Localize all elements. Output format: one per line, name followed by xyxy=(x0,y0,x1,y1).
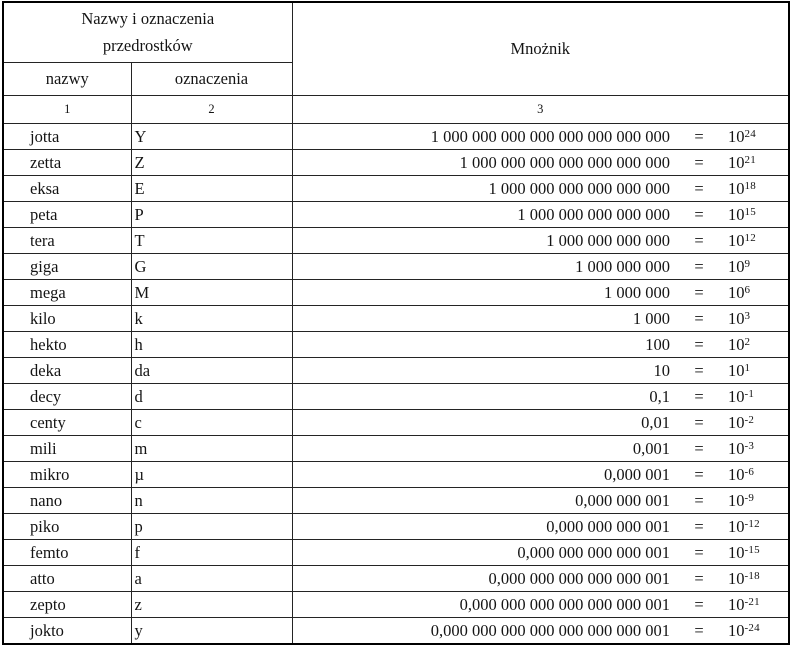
header-prefix-group-line1: Nazwy i oznaczenia xyxy=(81,9,215,29)
prefix-table-body xyxy=(3,124,789,645)
prefix-name-cell: mikro xyxy=(3,462,131,488)
equals-sign: = xyxy=(694,126,704,146)
power-exponent: 2 xyxy=(744,335,751,348)
table-row xyxy=(3,332,789,358)
multiplier-line xyxy=(293,387,789,407)
table-row xyxy=(3,384,789,410)
header-symbols: oznaczenia xyxy=(131,63,292,96)
prefix-symbol-cell: d xyxy=(131,384,292,410)
table-row xyxy=(3,488,789,514)
power-of-ten xyxy=(728,439,780,459)
power-of-ten xyxy=(728,257,780,277)
multiplier-line xyxy=(293,517,789,537)
power-exponent: 9 xyxy=(744,257,751,270)
multiplier-value: 1 000 000 xyxy=(604,282,670,302)
power-exponent: 6 xyxy=(744,283,751,296)
multiplier-line xyxy=(293,179,789,199)
prefix-name-cell: decy xyxy=(3,384,131,410)
prefix-name-cell: peta xyxy=(3,202,131,228)
power-of-ten xyxy=(728,153,780,173)
multiplier-cell xyxy=(292,202,789,228)
multiplier-line xyxy=(293,335,789,355)
prefix-symbol-cell: n xyxy=(131,488,292,514)
prefix-name-cell: eksa xyxy=(3,176,131,202)
multiplier-value: 0,000 000 001 xyxy=(575,490,670,510)
table-row xyxy=(3,306,789,332)
multiplier-cell xyxy=(292,254,789,280)
multiplier-line xyxy=(293,595,789,615)
multiplier-value: 0,000 000 000 000 000 000 000 001 xyxy=(430,620,670,640)
multiplier-cell xyxy=(292,566,789,592)
multiplier-value: 100 xyxy=(645,334,670,354)
equals-sign: = xyxy=(694,516,704,536)
power-exponent: -3 xyxy=(744,439,755,452)
table-row xyxy=(3,618,789,645)
equals-sign: = xyxy=(694,412,704,432)
power-exponent: -1 xyxy=(744,387,755,400)
power-base: 10 xyxy=(728,256,745,276)
multiplier-cell xyxy=(292,124,789,150)
table-row xyxy=(3,540,789,566)
power-exponent: 18 xyxy=(744,179,756,192)
header-prefix-group xyxy=(3,2,292,63)
multiplier-line xyxy=(293,439,789,459)
multiplier-cell xyxy=(292,618,789,645)
equals-sign: = xyxy=(694,568,704,588)
power-base: 10 xyxy=(728,308,745,328)
column-number-1: 1 xyxy=(3,96,131,124)
power-exponent: -24 xyxy=(744,621,760,634)
power-exponent: 21 xyxy=(744,153,756,166)
power-base: 10 xyxy=(728,464,745,484)
power-exponent: -15 xyxy=(744,543,760,556)
multiplier-line xyxy=(293,361,789,381)
power-exponent: -18 xyxy=(744,569,760,582)
table-row xyxy=(3,592,789,618)
table-row xyxy=(3,566,789,592)
prefix-name-cell: giga xyxy=(3,254,131,280)
power-base: 10 xyxy=(728,542,745,562)
prefix-name-cell: jokto xyxy=(3,618,131,645)
power-base: 10 xyxy=(728,178,745,198)
equals-sign: = xyxy=(694,152,704,172)
multiplier-value: 0,000 000 000 000 000 001 xyxy=(488,568,670,588)
equals-sign: = xyxy=(694,490,704,510)
power-exponent: -12 xyxy=(744,517,760,530)
multiplier-line xyxy=(293,491,789,511)
power-of-ten xyxy=(728,517,780,537)
prefix-symbol-cell: c xyxy=(131,410,292,436)
multiplier-value: 1 000 000 000 000 000 xyxy=(517,204,670,224)
multiplier-cell xyxy=(292,280,789,306)
table-row xyxy=(3,202,789,228)
multiplier-value: 1 000 000 000 000 xyxy=(546,230,670,250)
column-number-row xyxy=(3,96,789,124)
multiplier-value: 1 000 000 000 000 000 000 000 xyxy=(459,152,670,172)
power-base: 10 xyxy=(728,516,745,536)
power-of-ten xyxy=(728,283,780,303)
power-of-ten xyxy=(728,361,780,381)
prefix-symbol-cell: M xyxy=(131,280,292,306)
power-of-ten xyxy=(728,595,780,615)
power-base: 10 xyxy=(728,126,745,146)
multiplier-cell xyxy=(292,358,789,384)
equals-sign: = xyxy=(694,282,704,302)
table-row xyxy=(3,410,789,436)
multiplier-cell xyxy=(292,488,789,514)
multiplier-cell xyxy=(292,462,789,488)
power-exponent: -21 xyxy=(744,595,760,608)
prefix-name-cell: femto xyxy=(3,540,131,566)
table-row xyxy=(3,254,789,280)
equals-sign: = xyxy=(694,620,704,640)
table-row xyxy=(3,124,789,150)
multiplier-line xyxy=(293,569,789,589)
header-prefix-group-line2: przedrostków xyxy=(102,35,193,55)
multiplier-cell xyxy=(292,306,789,332)
multiplier-cell xyxy=(292,228,789,254)
power-exponent: 3 xyxy=(744,309,751,322)
multiplier-value: 0,001 xyxy=(632,438,670,458)
prefix-symbol-cell: da xyxy=(131,358,292,384)
prefix-symbol-cell: k xyxy=(131,306,292,332)
multiplier-line xyxy=(293,257,789,277)
equals-sign: = xyxy=(694,256,704,276)
prefix-table-head xyxy=(3,2,789,124)
multiplier-value: 0,000 000 000 000 000 000 001 xyxy=(459,594,670,614)
multiplier-line xyxy=(293,127,789,147)
prefix-symbol-cell: p xyxy=(131,514,292,540)
power-of-ten xyxy=(728,569,780,589)
power-of-ten xyxy=(728,309,780,329)
power-of-ten xyxy=(728,387,780,407)
equals-sign: = xyxy=(694,386,704,406)
power-of-ten xyxy=(728,179,780,199)
power-base: 10 xyxy=(728,386,745,406)
power-base: 10 xyxy=(728,568,745,588)
multiplier-cell xyxy=(292,332,789,358)
prefix-name-cell: piko xyxy=(3,514,131,540)
power-of-ten xyxy=(728,491,780,511)
power-exponent: 15 xyxy=(744,205,756,218)
power-of-ten xyxy=(728,231,780,251)
power-of-ten xyxy=(728,621,780,641)
multiplier-value: 1 000 xyxy=(632,308,670,328)
multiplier-line xyxy=(293,621,789,641)
multiplier-cell xyxy=(292,540,789,566)
multiplier-value: 10 xyxy=(653,360,670,380)
multiplier-line xyxy=(293,231,789,251)
power-base: 10 xyxy=(728,412,745,432)
header-names: nazwy xyxy=(3,63,131,96)
power-base: 10 xyxy=(728,360,745,380)
power-base: 10 xyxy=(728,620,745,640)
prefix-symbol-cell: f xyxy=(131,540,292,566)
prefix-name-cell: mili xyxy=(3,436,131,462)
multiplier-line xyxy=(293,153,789,173)
table-row xyxy=(3,150,789,176)
power-exponent: 12 xyxy=(744,231,756,244)
prefix-symbol-cell: Z xyxy=(131,150,292,176)
multiplier-value: 0,01 xyxy=(641,412,670,432)
power-base: 10 xyxy=(728,204,745,224)
prefix-symbol-cell: T xyxy=(131,228,292,254)
multiplier-value: 1 000 000 000 000 000 000 xyxy=(488,178,670,198)
prefix-symbol-cell: P xyxy=(131,202,292,228)
equals-sign: = xyxy=(694,204,704,224)
multiplier-value: 1 000 000 000 xyxy=(575,256,670,276)
power-exponent: -9 xyxy=(744,491,755,504)
power-of-ten xyxy=(728,413,780,433)
multiplier-cell xyxy=(292,176,789,202)
equals-sign: = xyxy=(694,230,704,250)
power-of-ten xyxy=(728,543,780,563)
prefix-name-cell: zetta xyxy=(3,150,131,176)
prefix-name-cell: kilo xyxy=(3,306,131,332)
header-group-row xyxy=(3,2,789,63)
prefix-name-cell: centy xyxy=(3,410,131,436)
power-base: 10 xyxy=(728,230,745,250)
header-multiplier: Mnożnik xyxy=(292,2,789,96)
multiplier-cell xyxy=(292,384,789,410)
table-row xyxy=(3,436,789,462)
power-of-ten xyxy=(728,205,780,225)
prefix-symbol-cell: E xyxy=(131,176,292,202)
multiplier-cell xyxy=(292,150,789,176)
multiplier-line xyxy=(293,543,789,563)
si-prefix-table xyxy=(2,1,790,645)
column-number-2: 2 xyxy=(131,96,292,124)
prefix-symbol-cell: µ xyxy=(131,462,292,488)
prefix-name-cell: jotta xyxy=(3,124,131,150)
power-of-ten xyxy=(728,465,780,485)
table-row xyxy=(3,228,789,254)
prefix-symbol-cell: Y xyxy=(131,124,292,150)
prefix-symbol-cell: y xyxy=(131,618,292,645)
power-base: 10 xyxy=(728,334,745,354)
equals-sign: = xyxy=(694,308,704,328)
prefix-name-cell: tera xyxy=(3,228,131,254)
multiplier-line xyxy=(293,283,789,303)
prefix-name-cell: mega xyxy=(3,280,131,306)
multiplier-line xyxy=(293,205,789,225)
power-exponent: 24 xyxy=(744,127,756,140)
equals-sign: = xyxy=(694,334,704,354)
equals-sign: = xyxy=(694,360,704,380)
prefix-symbol-cell: m xyxy=(131,436,292,462)
table-row xyxy=(3,358,789,384)
power-exponent: -2 xyxy=(744,413,755,426)
multiplier-cell xyxy=(292,436,789,462)
power-base: 10 xyxy=(728,282,745,302)
power-of-ten xyxy=(728,127,780,147)
power-base: 10 xyxy=(728,438,745,458)
column-number-3: 3 xyxy=(292,96,789,124)
equals-sign: = xyxy=(694,594,704,614)
prefix-name-cell: deka xyxy=(3,358,131,384)
equals-sign: = xyxy=(694,178,704,198)
multiplier-line xyxy=(293,309,789,329)
multiplier-value: 0,000 000 000 000 001 xyxy=(517,542,670,562)
multiplier-line xyxy=(293,465,789,485)
multiplier-cell xyxy=(292,592,789,618)
power-base: 10 xyxy=(728,594,745,614)
prefix-name-cell: zepto xyxy=(3,592,131,618)
power-base: 10 xyxy=(728,490,745,510)
multiplier-cell xyxy=(292,410,789,436)
power-base: 10 xyxy=(728,152,745,172)
power-exponent: 1 xyxy=(744,361,751,374)
table-row xyxy=(3,280,789,306)
prefix-symbol-cell: h xyxy=(131,332,292,358)
prefix-symbol-cell: G xyxy=(131,254,292,280)
equals-sign: = xyxy=(694,542,704,562)
prefix-name-cell: hekto xyxy=(3,332,131,358)
table-row xyxy=(3,514,789,540)
prefix-symbol-cell: a xyxy=(131,566,292,592)
multiplier-line xyxy=(293,413,789,433)
multiplier-value: 0,1 xyxy=(649,386,670,406)
power-exponent: -6 xyxy=(744,465,755,478)
power-of-ten xyxy=(728,335,780,355)
multiplier-value: 0,000 000 000 001 xyxy=(546,516,670,536)
prefix-name-cell: atto xyxy=(3,566,131,592)
table-row xyxy=(3,462,789,488)
table-row xyxy=(3,176,789,202)
multiplier-cell xyxy=(292,514,789,540)
prefix-symbol-cell: z xyxy=(131,592,292,618)
equals-sign: = xyxy=(694,438,704,458)
multiplier-value: 0,000 001 xyxy=(604,464,670,484)
multiplier-value: 1 000 000 000 000 000 000 000 000 xyxy=(430,126,670,146)
prefix-name-cell: nano xyxy=(3,488,131,514)
equals-sign: = xyxy=(694,464,704,484)
